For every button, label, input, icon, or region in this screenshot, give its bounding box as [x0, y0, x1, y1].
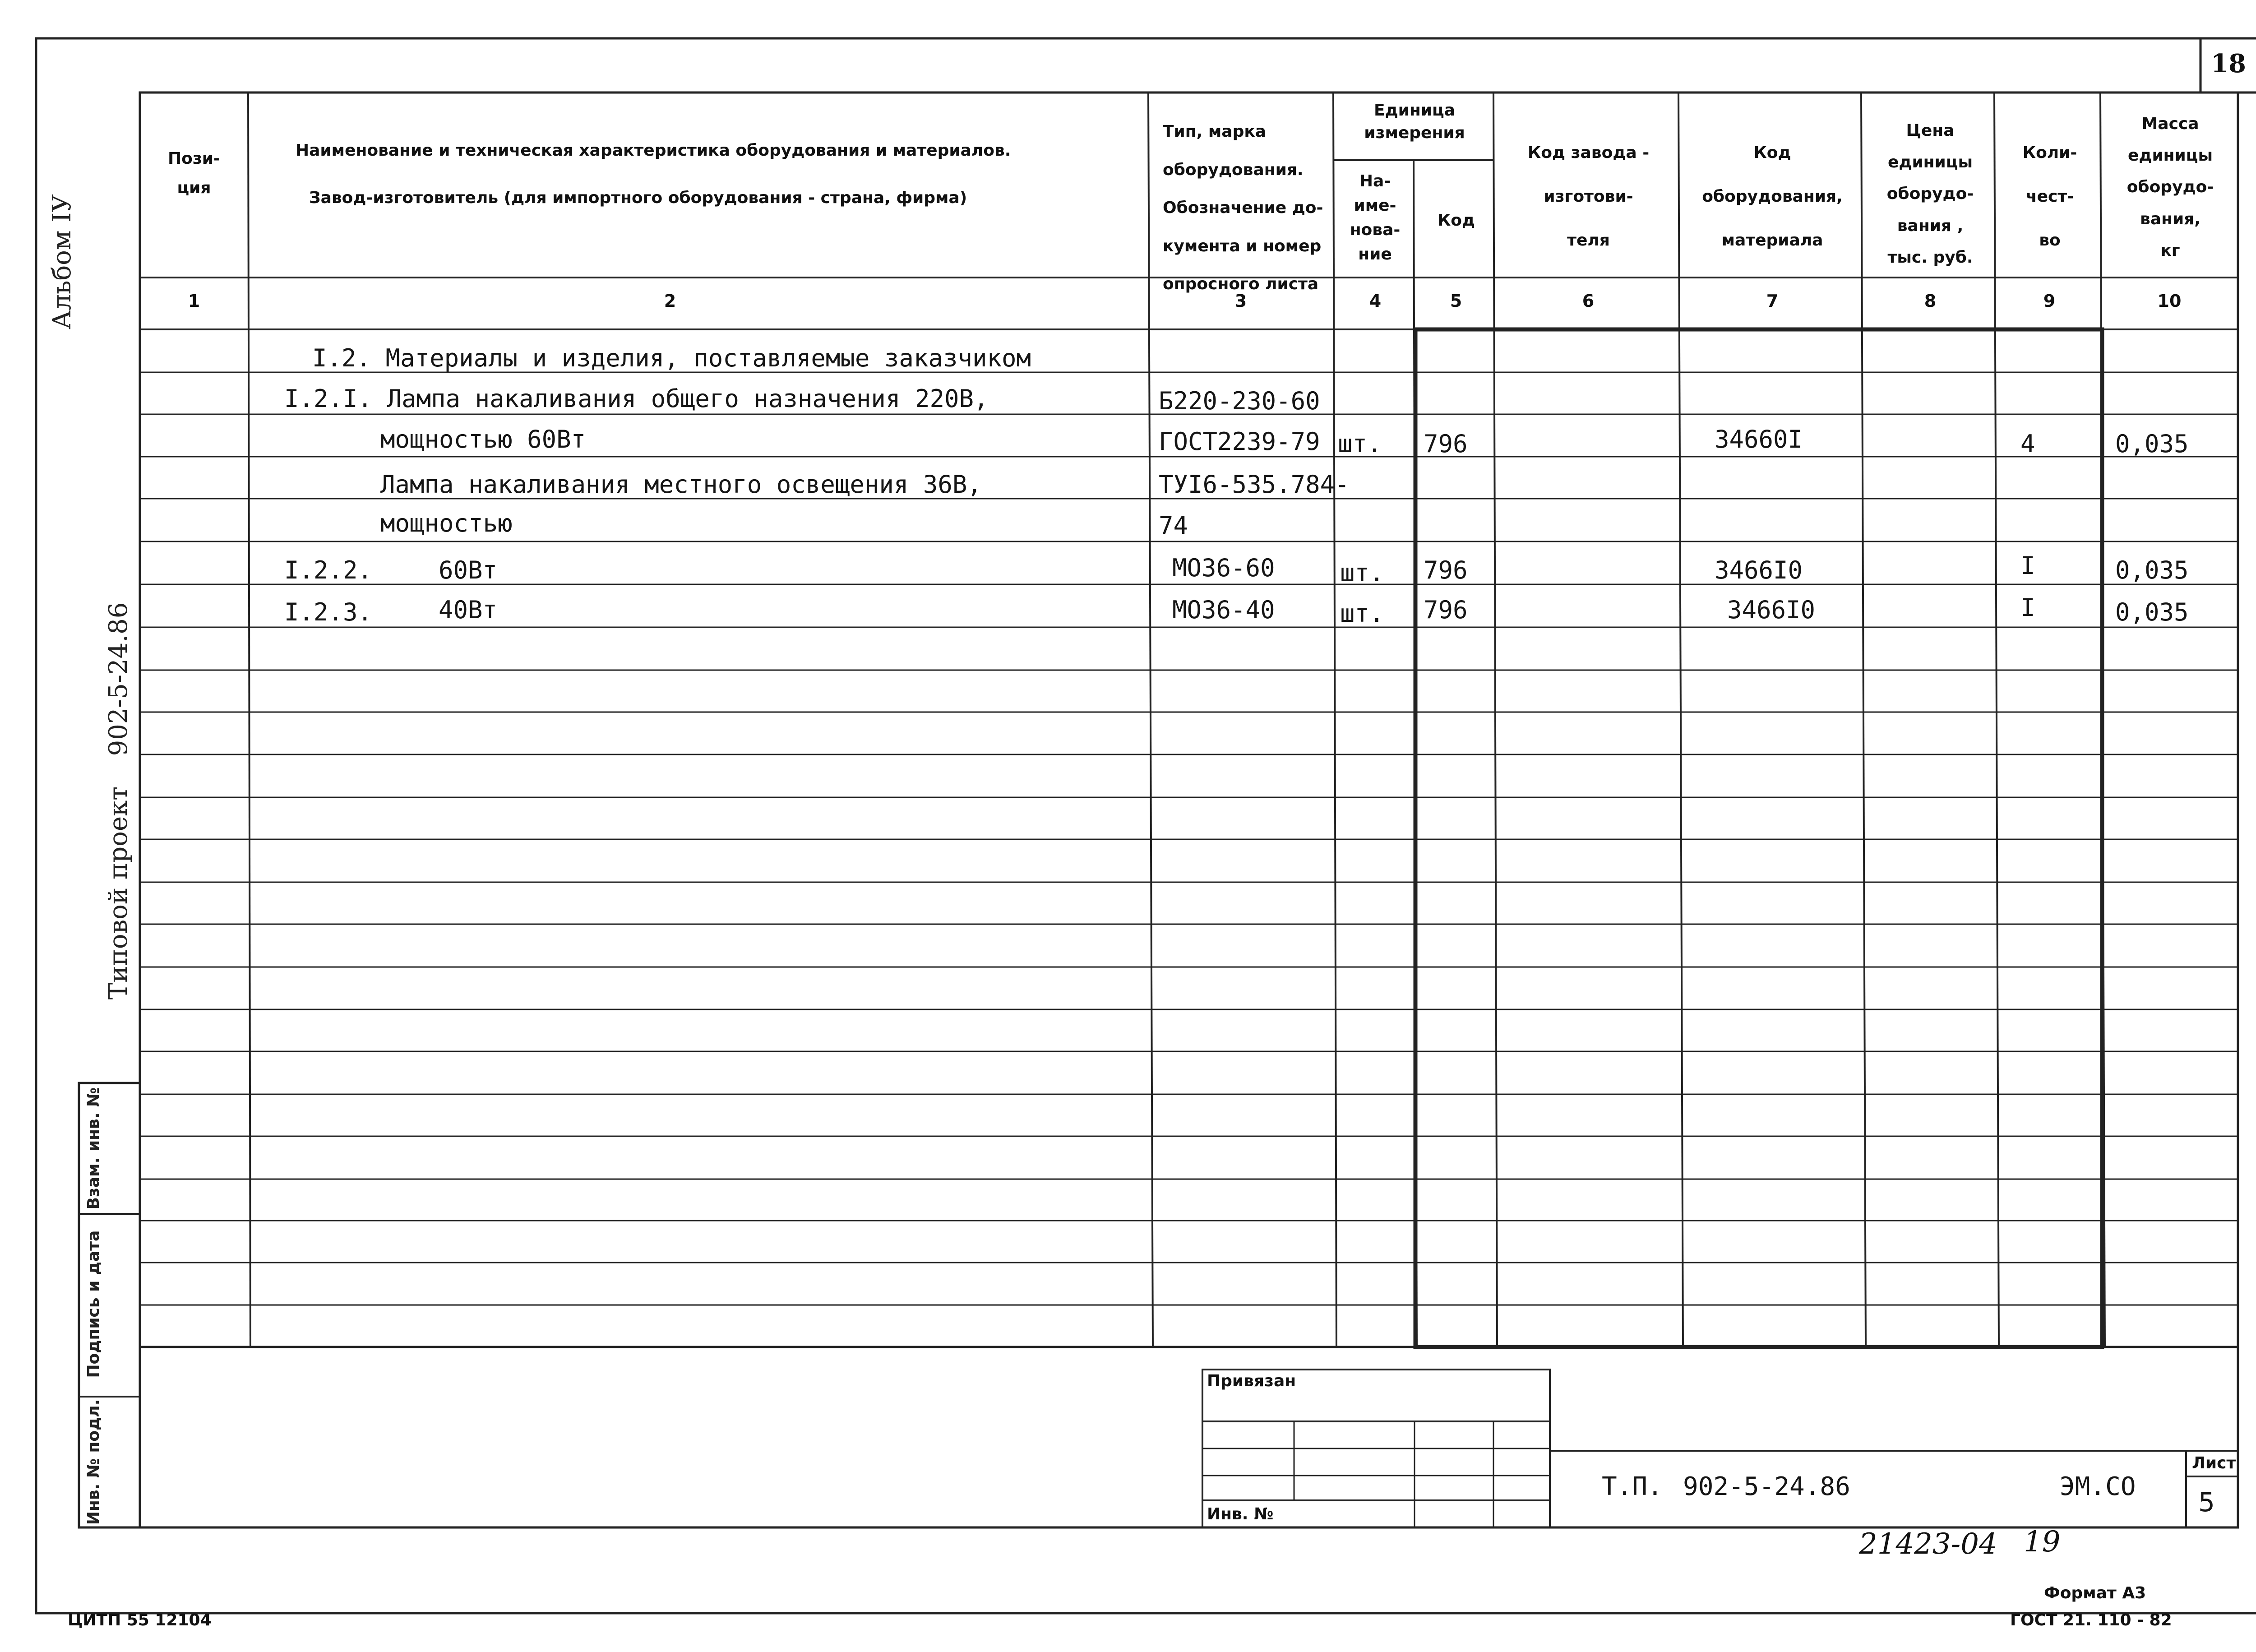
col-number-1: 1 — [188, 291, 200, 311]
item-lamp-36v-doc-cont: 74 — [1159, 511, 1188, 540]
title-list-label: Лист — [2192, 1454, 2236, 1472]
item-121-qty: 4 — [2020, 430, 2035, 458]
header-unit-name: На- име- нова- ние — [1350, 172, 1401, 264]
item-122-type: МО36-60 — [1172, 554, 1275, 582]
handwritten-number: 21423-04 — [1859, 1527, 1997, 1561]
stamp-inv-no: Инв. № — [1207, 1505, 1274, 1523]
sheet-corner-number: 18 — [2211, 49, 2246, 79]
footer-format: Формат А3 — [2044, 1584, 2146, 1602]
section-heading: I.2. Материалы и изделия, поставляемые заказчиком — [312, 344, 1031, 372]
header-unit-group: Единица измерения — [1364, 101, 1465, 143]
item-123-unit: шт. — [1340, 599, 1384, 628]
item-lamp-36v-name: Лампа накаливания местного освещения 36В, — [380, 470, 982, 499]
album-label: Альбом IУ — [47, 194, 77, 329]
item-122-unit: шт. — [1340, 559, 1384, 587]
item-123-position: I.2.3. — [284, 598, 373, 626]
item-123-qty: I — [2020, 593, 2035, 622]
title-list-number: 5 — [2198, 1487, 2215, 1518]
col-number-10: 10 — [2157, 291, 2182, 311]
stamp-podpis-data: Подпись и дата — [84, 1230, 103, 1378]
item-122-position: I.2.2. — [284, 556, 373, 584]
item-122-equipment-code: 3466I0 — [1715, 556, 1803, 584]
header-unit-mass: Масса единицы оборудо- вания, кг — [2127, 115, 2214, 260]
header-unit-price: Цена единицы оборудо- вания , тыс. руб. — [1886, 121, 1974, 267]
item-121-doc: ГОСТ2239-79 — [1159, 427, 1320, 456]
title-mark: ЭМ.СО — [2060, 1472, 2136, 1501]
item-121-name-cont: мощностью 60Вт — [380, 425, 586, 453]
handwritten-page: 19 — [2024, 1525, 2061, 1559]
item-121-unit: шт. — [1338, 430, 1382, 458]
item-123-equipment-code: 3466I0 — [1727, 596, 1816, 624]
footer-citp: ЦИТП 55 12104 — [68, 1611, 212, 1629]
item-lamp-36v-doc: ТУI6-535.784- — [1159, 470, 1350, 499]
item-123-type: МО36-40 — [1172, 596, 1275, 624]
header-factory-code: Код завода - изготови- теля — [1527, 143, 1650, 250]
col-number-5: 5 — [1450, 291, 1462, 311]
project-type-vertical: Типовой проект — [104, 786, 133, 1000]
item-122-power: 60Вт — [439, 556, 498, 584]
footer-gost: ГОСТ 21. 110 - 82 — [2010, 1611, 2172, 1629]
item-123-unit-code: 796 — [1424, 596, 1468, 624]
title-tp: Т.П. — [1602, 1472, 1663, 1501]
item-122-qty: I — [2020, 551, 2035, 580]
title-project-number: 902-5-24.86 — [1683, 1472, 1850, 1501]
header-name-line2: Завод-изготовитель (для импортного оборудования - страна, фирма) — [309, 189, 967, 207]
item-lamp-36v-name-cont: мощностью — [380, 509, 513, 537]
header-equipment-code: Код оборудования, материала — [1702, 143, 1843, 250]
stamp-inv-podl: Инв. № подл. — [84, 1399, 103, 1525]
item-121-mass: 0,035 — [2115, 430, 2189, 458]
item-121-unit-code: 796 — [1424, 430, 1468, 458]
header-type-mark: Тип, марка оборудования. Обозначение до- кумента и номер опросного листа — [1163, 122, 1323, 294]
header-position: Пози- ция — [168, 149, 220, 197]
col-number-9: 9 — [2043, 291, 2056, 311]
item-122-unit-code: 796 — [1424, 556, 1468, 584]
item-122-mass: 0,035 — [2115, 556, 2189, 584]
stamp-privyazan: Привязан — [1207, 1372, 1296, 1390]
header-name-line1: Наименование и техническая характеристика оборудования и материалов. — [296, 141, 1011, 160]
col-number-8: 8 — [1924, 291, 1937, 311]
item-121-equipment-code: 34660I — [1715, 425, 1803, 453]
col-number-3: 3 — [1234, 291, 1247, 311]
item-121-name: I.2.I. Лампа накаливания общего назначения 220В, — [284, 384, 989, 413]
item-123-mass: 0,035 — [2115, 598, 2189, 626]
header-quantity: Коли- чест- во — [2022, 143, 2077, 250]
col-number-6: 6 — [1582, 291, 1595, 311]
header-unit-code: Код — [1437, 211, 1475, 230]
item-123-power: 40Вт — [439, 596, 498, 624]
item-121-type: Б220-230-60 — [1159, 387, 1320, 415]
col-number-7: 7 — [1766, 291, 1779, 311]
stamp-vzam-inv: Взам. инв. № — [84, 1087, 103, 1210]
col-number-2: 2 — [664, 291, 676, 311]
project-code-vertical: 902-5-24.86 — [104, 602, 133, 756]
col-number-4: 4 — [1369, 291, 1382, 311]
